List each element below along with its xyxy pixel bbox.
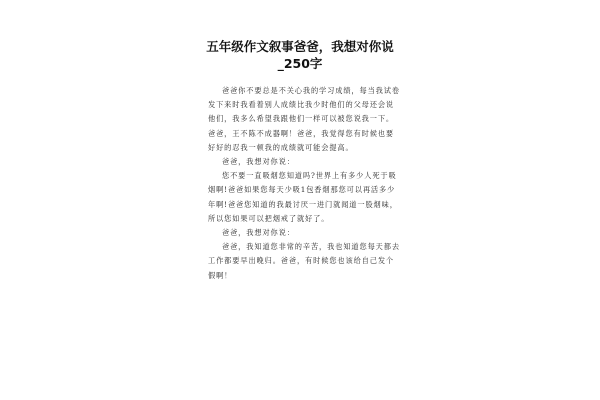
- paragraph: 爸爸，我想对你说：: [222, 228, 295, 238]
- paragraph: 爸爸，我想对你说：: [222, 157, 295, 167]
- paragraph: 您不要一直吸烟您知道吗?世界上有多少人死于吸烟啊!爸爸如果您每天少吸1包香烟那您可以再活多少年啊!爸爸您知道的我最讨厌一进门就闻道一股烟味，所以您如果可以把烟戒了就好了。: [208, 171, 398, 223]
- paragraph: 爸爸，我知道您非常的辛苦，我也知道您每天都去工作都要早出晚归。爸爸，有时候您也该给自己发个假啊！: [208, 242, 400, 280]
- document-body: [208, 84, 402, 283]
- document-title: 五年级作文叙事爸爸，我想对你说_250字: [206, 39, 394, 71]
- paragraph: 爸爸你不要总是不关心我的学习成绩，每当我试卷发下来时我看着别人成绩比我少时他们的父母还会说他们，我多么希望我跟他们一样可以被您说我一下。爸爸，王不陈不成器啊！爸爸，我觉得您有时候也要好好的忍我一顿我的成绩就可能会提高。: [208, 86, 400, 152]
